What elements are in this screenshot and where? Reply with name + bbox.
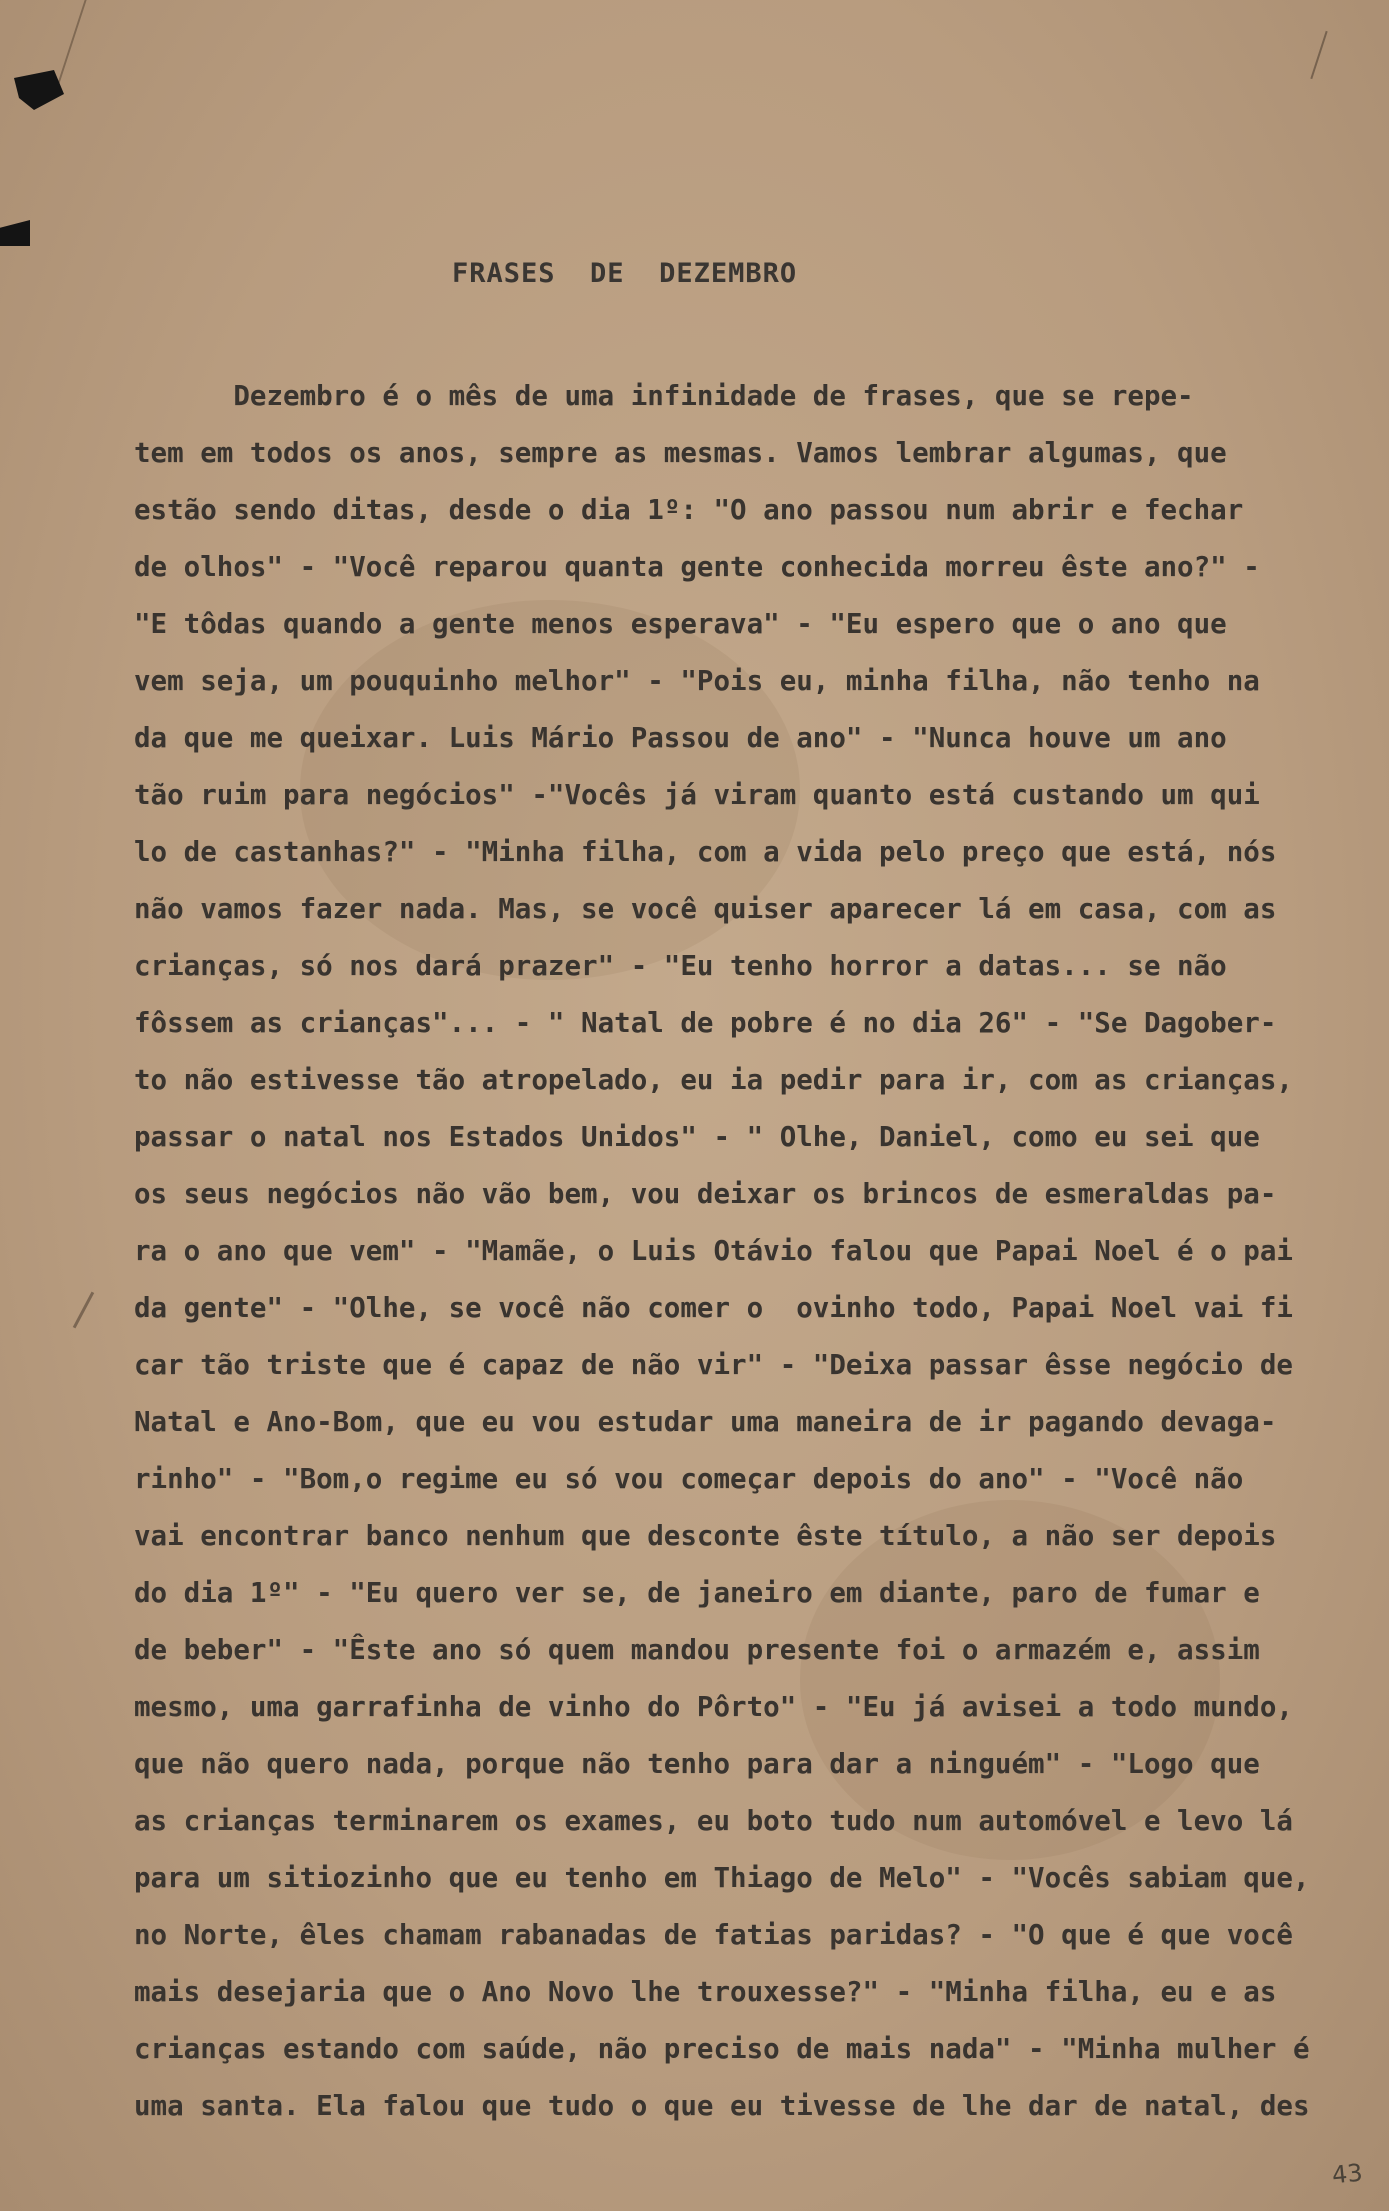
text-line: ra o ano que vem" - "Mamãe, o Luis Otávio falou que Papai Noel é o pai: [134, 1235, 1293, 1267]
text-line: vai encontrar banco nenhum que desconte êste título, a não ser depois: [134, 1520, 1277, 1552]
text-line: fôssem as crianças"... - " Natal de pobre é no dia 26" - "Se Dagober-: [134, 1007, 1277, 1039]
text-line: tão ruim para negócios" -"Vocês já viram quanto está custando um qui: [134, 779, 1260, 811]
text-line: rinho" - "Bom,o regime eu só vou começar depois do ano" - "Você não: [134, 1463, 1244, 1495]
handwritten-page-number: 43: [1330, 2158, 1364, 2190]
text-line: os seus negócios não vão bem, vou deixar os brincos de esmeraldas pa-: [134, 1178, 1277, 1210]
text-line: as crianças terminarem os exames, eu boto tudo num automóvel e levo lá: [134, 1805, 1293, 1837]
text-line: para um sitiozinho que eu tenho em Thiago de Melo" - "Vocês sabiam que,: [134, 1862, 1310, 1894]
text-line: lo de castanhas?" - "Minha filha, com a vida pelo preço que está, nós: [134, 836, 1277, 868]
text-line: to não estivesse tão atropelado, eu ia pedir para ir, com as crianças,: [134, 1064, 1293, 1096]
text-line: que não quero nada, porque não tenho para dar a ninguém" - "Logo que: [134, 1748, 1260, 1780]
text-line: Natal e Ano-Bom, que eu vou estudar uma maneira de ir pagando devaga-: [134, 1406, 1277, 1438]
text-line: estão sendo ditas, desde o dia 1º: "O ano passou num abrir e fechar: [134, 494, 1244, 526]
text-line: de beber" - "Êste ano só quem mandou presente foi o armazém e, assim: [134, 1634, 1260, 1666]
document-title: FRASES DE DEZEMBRO: [452, 258, 798, 289]
text-line: "E tôdas quando a gente menos esperava" - "Eu espero que o ano que: [134, 608, 1227, 640]
text-line: mais desejaria que o Ano Novo lhe trouxesse?" - "Minha filha, eu e as: [134, 1976, 1277, 2008]
text-line: Dezembro é o mês de uma infinidade de frases, que se repe-: [134, 380, 1194, 412]
text-line: tem em todos os anos, sempre as mesmas. Vamos lembrar algumas, que: [134, 437, 1227, 469]
text-line: no Norte, êles chamam rabanadas de fatias paridas? - "O que é que você: [134, 1919, 1293, 1951]
text-line: crianças, só nos dará prazer" - "Eu tenho horror a datas... se não: [134, 950, 1227, 982]
text-line: da que me queixar. Luis Mário Passou de ano" - "Nunca houve um ano: [134, 722, 1227, 754]
text-line: da gente" - "Olhe, se você não comer o ovinho todo, Papai Noel vai fi: [134, 1292, 1293, 1324]
text-line: de olhos" - "Você reparou quanta gente conhecida morreu êste ano?" -: [134, 551, 1260, 583]
text-line: crianças estando com saúde, não preciso de mais nada" - "Minha mulher é: [134, 2033, 1310, 2065]
torn-edge-mark: [0, 220, 30, 246]
corner-pencil-mark: [1310, 31, 1327, 79]
text-line: uma santa. Ela falou que tudo o que eu tivesse de lhe dar de natal, des: [134, 2090, 1310, 2122]
typed-body-text: [134, 368, 1364, 2135]
text-line: não vamos fazer nada. Mas, se você quiser aparecer lá em casa, com as: [134, 893, 1277, 925]
text-line: do dia 1º" - "Eu quero ver se, de janeiro em diante, paro de fumar e: [134, 1577, 1260, 1609]
text-line: passar o natal nos Estados Unidos" - " Olhe, Daniel, como eu sei que: [134, 1121, 1260, 1153]
margin-pencil-mark: [73, 1292, 94, 1329]
text-line: car tão triste que é capaz de não vir" - "Deixa passar êsse negócio de: [134, 1349, 1293, 1381]
text-line: mesmo, uma garrafinha de vinho do Pôrto" - "Eu já avisei a todo mundo,: [134, 1691, 1293, 1723]
text-line: vem seja, um pouquinho melhor" - "Pois eu, minha filha, não tenho na: [134, 665, 1260, 697]
